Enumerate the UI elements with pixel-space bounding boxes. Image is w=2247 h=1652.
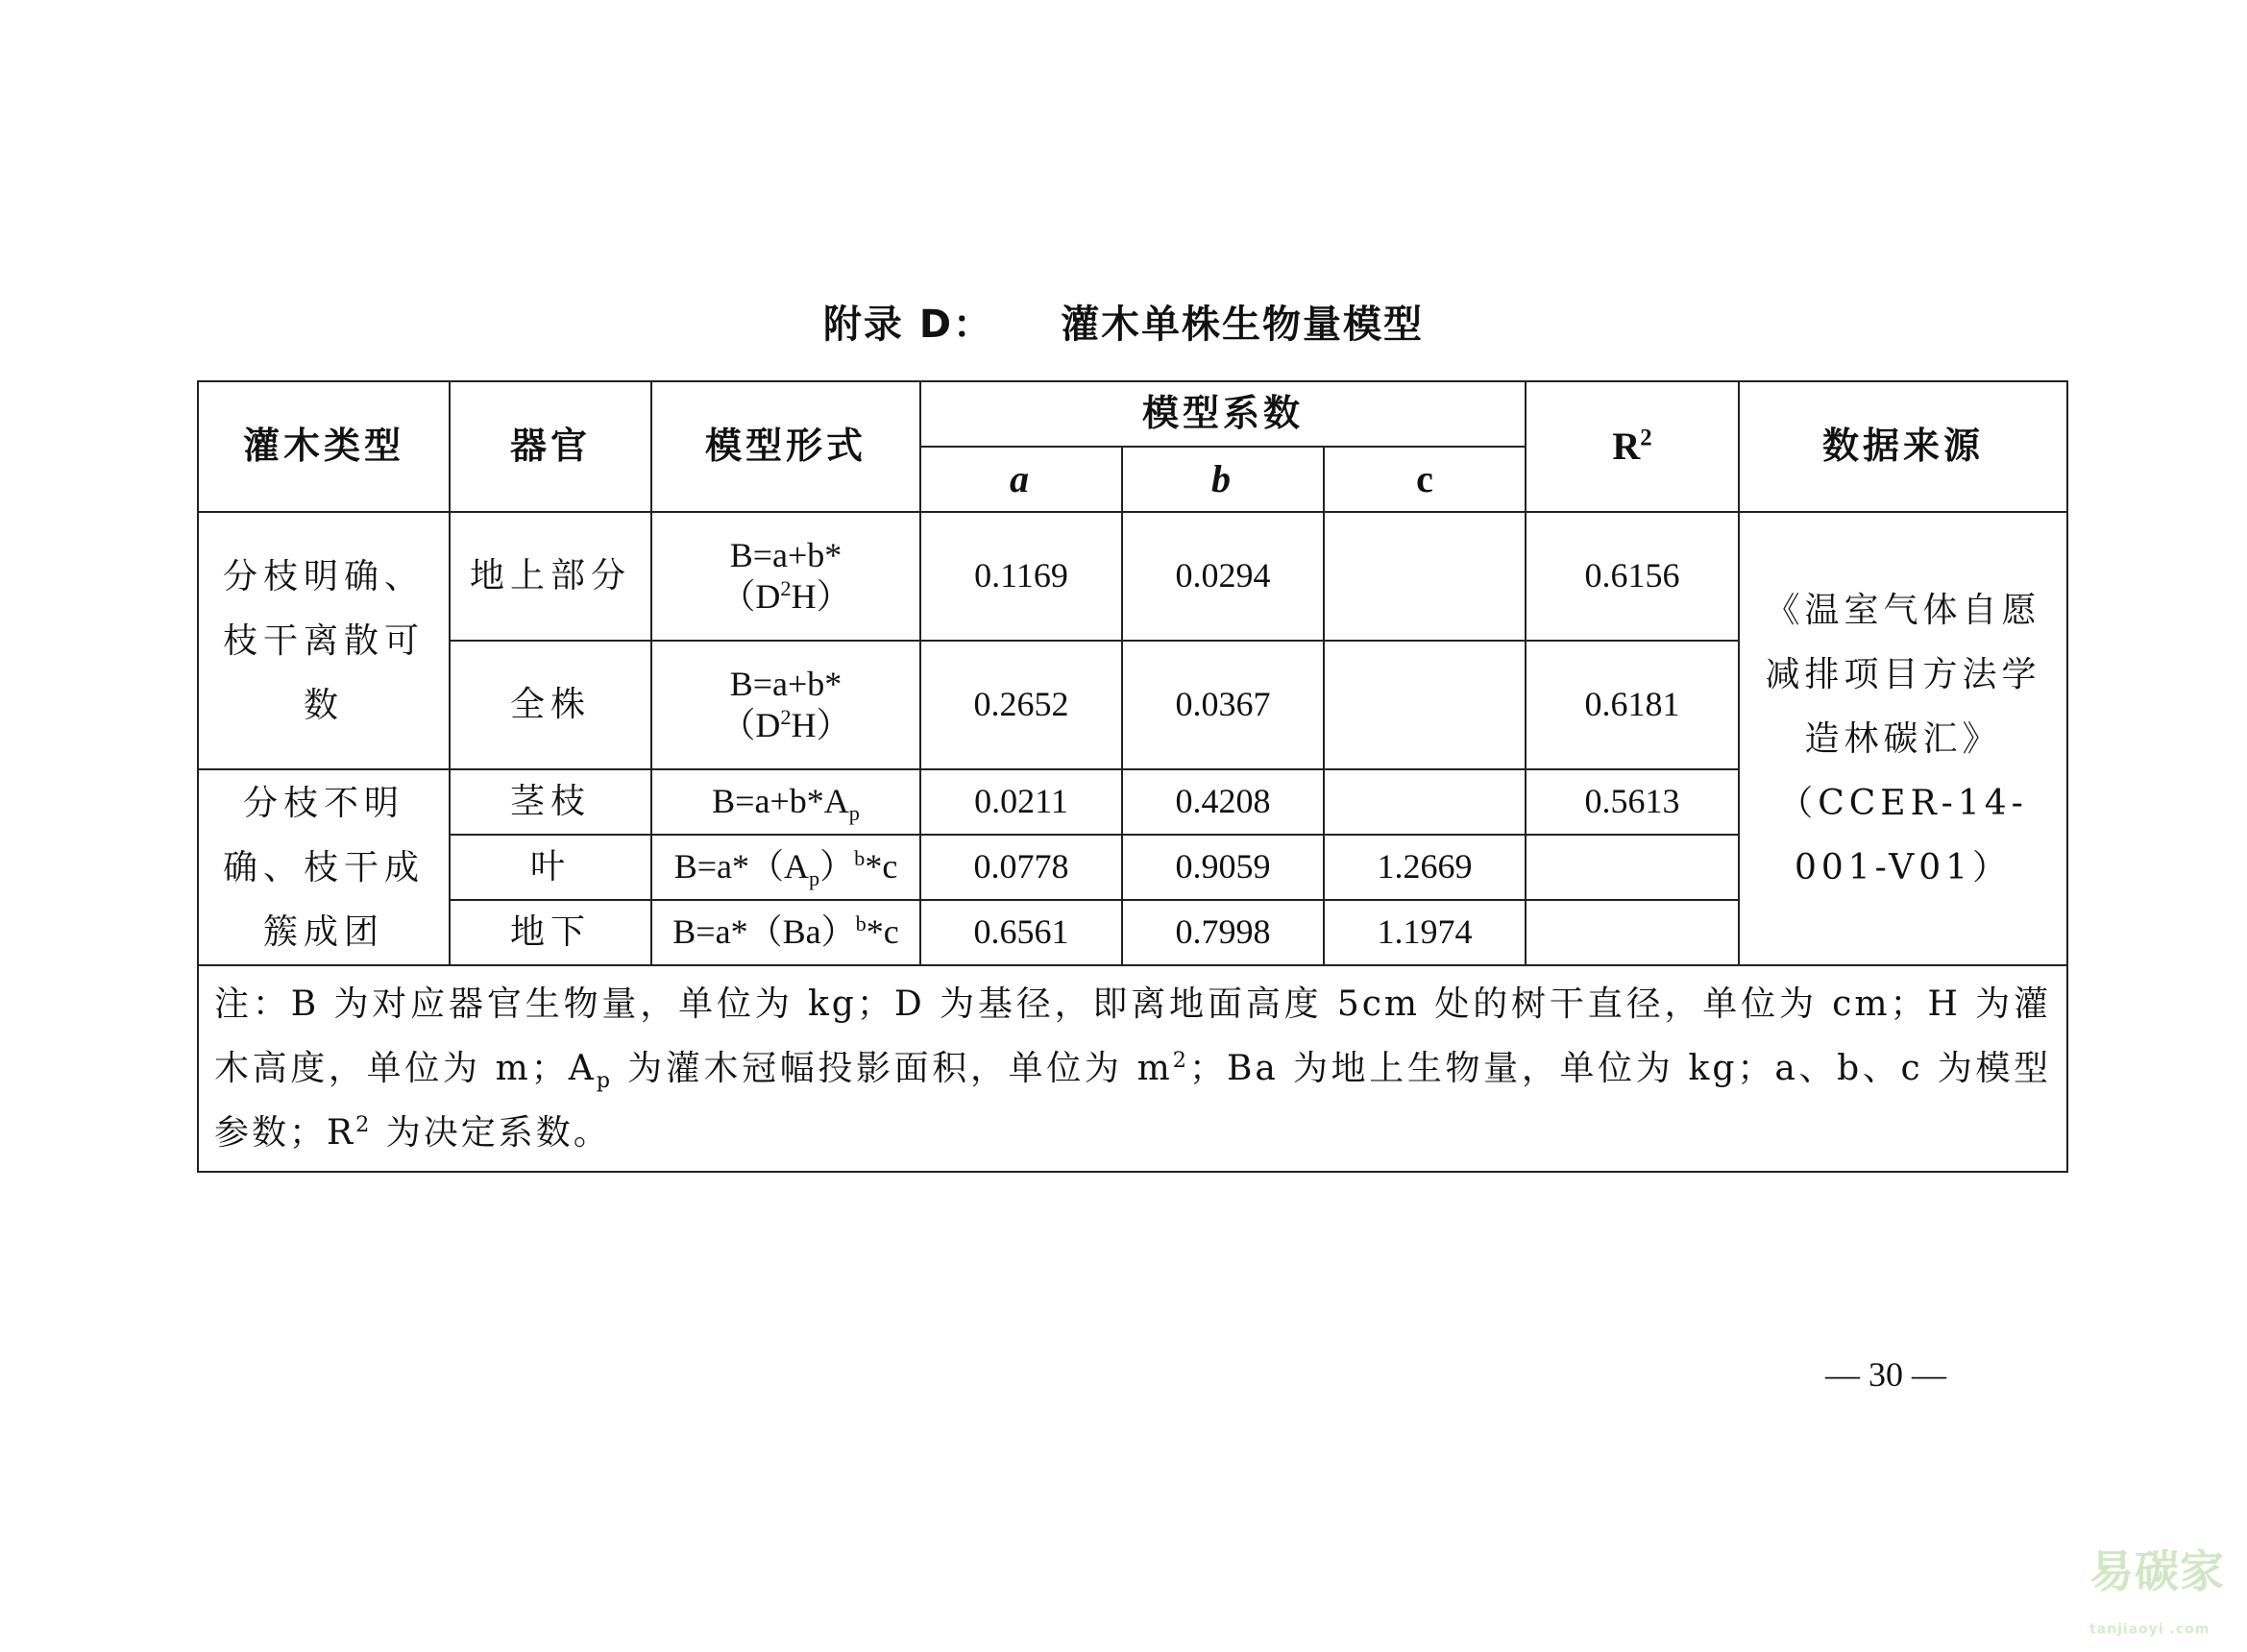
coef-a-cell: 0.2652 bbox=[920, 641, 1122, 769]
appendix-heading: 灌木单株生物量模型 bbox=[1061, 303, 1425, 347]
coef-a-cell: 0.0778 bbox=[920, 835, 1122, 900]
watermark-logo: 易碳家tanjiaoyi .com bbox=[2089, 1545, 2225, 1638]
header-data-source: 数据来源 bbox=[1739, 381, 2067, 512]
formula-cell: $B=a+b*A_p$ bbox=[651, 769, 920, 835]
coef-b-cell: 0.4208 bbox=[1122, 769, 1324, 835]
coef-a-cell: 0.1169 bbox=[920, 512, 1122, 641]
r2-cell: 0.5613 bbox=[1526, 769, 1739, 835]
header-shrub-type: 灌木类型 bbox=[198, 381, 450, 512]
organ-cell: 地下 bbox=[450, 900, 651, 965]
header-coef-a: a bbox=[920, 447, 1122, 512]
table-row bbox=[198, 512, 2067, 641]
table-note: 注：B 为对应器官生物量，单位为 kg；D 为基径，即离地面高度 5cm 处的树干直径，单位为 cm；H 为灌木高度，单位为 m；$A_p$ 为灌木冠幅投影面积，单位为 $m^2$；Ba 为地上生物量，单位为 kg；a、b、c 为模型参数；$R^2$ 为决定系数。 bbox=[198, 965, 2067, 1172]
coef-c-cell: 1.1974 bbox=[1324, 900, 1526, 965]
coef-b-cell: 0.0294 bbox=[1122, 512, 1324, 641]
page-number: — 30 — bbox=[1825, 1355, 1946, 1394]
coef-b-cell: 0.9059 bbox=[1122, 835, 1324, 900]
shrub-type-cell: 分枝明确、枝干离散可数 bbox=[198, 512, 450, 769]
data-source-cell: 《温室气体自愿减排项目方法学造林碳汇》（CCER-14-001-V01） bbox=[1739, 512, 2067, 965]
coef-a-cell: 0.0211 bbox=[920, 769, 1122, 835]
formula-cell: B=a+b* $(D^2H)$ bbox=[651, 641, 920, 769]
header-r-squared: $R^2$ bbox=[1526, 381, 1739, 512]
coef-c-cell bbox=[1324, 641, 1526, 769]
header-row-1 bbox=[198, 381, 2067, 447]
coef-b-cell: 0.0367 bbox=[1122, 641, 1324, 769]
formula-cell: $B=a*(Ba)^b*c$ bbox=[651, 900, 920, 965]
coef-c-cell bbox=[1324, 512, 1526, 641]
r2-cell bbox=[1526, 835, 1739, 900]
r2-cell bbox=[1526, 900, 1739, 965]
formula-cell: $B=a*(A_p)^b*c$ bbox=[651, 835, 920, 900]
coef-b-cell: 0.7998 bbox=[1122, 900, 1324, 965]
shrub-type-cell: 分枝不明确、枝干成簇成团 bbox=[198, 769, 450, 965]
appendix-title bbox=[0, 294, 2247, 349]
header-coef-c: c bbox=[1324, 447, 1526, 512]
formula-cell: B=a+b* $(D^2H)$ bbox=[651, 512, 920, 641]
organ-cell: 全株 bbox=[450, 641, 651, 769]
coef-c-cell bbox=[1324, 769, 1526, 835]
header-coef-b: b bbox=[1122, 447, 1324, 512]
header-model-form: 模型形式 bbox=[651, 381, 920, 512]
biomass-model-table bbox=[197, 380, 2068, 1173]
r2-cell: 0.6156 bbox=[1526, 512, 1739, 641]
header-model-coefficients: 模型系数 bbox=[920, 381, 1526, 447]
organ-cell: 地上部分 bbox=[450, 512, 651, 641]
appendix-label: 附录 D： bbox=[822, 303, 994, 347]
organ-cell: 叶 bbox=[450, 835, 651, 900]
organ-cell: 茎枝 bbox=[450, 769, 651, 835]
note-row bbox=[198, 965, 2067, 1172]
coef-c-cell: 1.2669 bbox=[1324, 835, 1526, 900]
header-organ: 器官 bbox=[450, 381, 651, 512]
coef-a-cell: 0.6561 bbox=[920, 900, 1122, 965]
r2-cell: 0.6181 bbox=[1526, 641, 1739, 769]
